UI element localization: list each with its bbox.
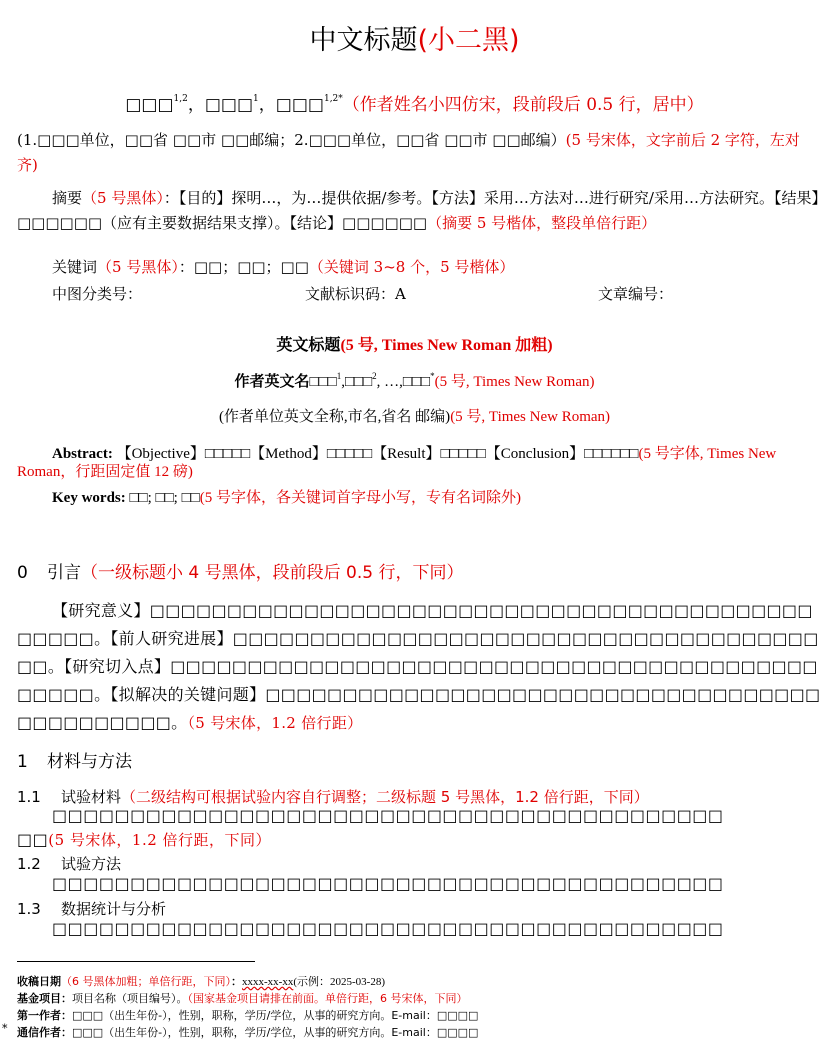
english-author-1: □□□ bbox=[309, 374, 337, 390]
keywords-text: □□；□□；□□ bbox=[193, 258, 309, 276]
section-number: 0 bbox=[17, 563, 28, 583]
keywords bbox=[52, 256, 514, 277]
corresponding-author-label: 通信作者： bbox=[17, 1026, 72, 1039]
section-note: （一级标题小 4 号黑体，段前段后 0.5 行，下同） bbox=[81, 563, 464, 583]
subsection-heading-statistics bbox=[17, 898, 166, 919]
abstract-note: （摘要 5 号楷体，整段单倍行距） bbox=[427, 214, 657, 232]
corresponding-author-text: □□□（出生年份-），性别，职称，学历/学位，从事的研究方向。E-mail：□□□□ bbox=[72, 1026, 479, 1039]
corresponding-star: * bbox=[2, 1022, 8, 1035]
document-code: 文献标识码：A bbox=[305, 285, 406, 303]
subsection-title: 试验方法 bbox=[61, 855, 122, 873]
footnote-first-author bbox=[17, 1007, 478, 1023]
keywords-colon: ： bbox=[178, 258, 194, 276]
received-note: （6 号黑体加粗；单倍行距，下同） bbox=[61, 975, 231, 988]
english-author-1-affil: 1 bbox=[336, 371, 342, 381]
subsection-title: 数据统计与分析 bbox=[61, 900, 167, 918]
english-keywords-note: (5 号字体，各关键词首字母小写，专有名词除外) bbox=[199, 490, 521, 506]
english-abstract-text: 【Objective】□□□□□【Method】□□□□□【Result】□□□□□【Conclusion】□□□□□□ bbox=[112, 446, 639, 462]
english-abstract bbox=[17, 445, 807, 481]
section-title: 材料与方法 bbox=[47, 752, 132, 772]
keywords-note: （关键词 3~8 个，5 号楷体） bbox=[308, 258, 515, 276]
abstract bbox=[17, 186, 822, 236]
abstract-label: 摘要 bbox=[52, 189, 83, 207]
english-affiliation-note: (5 号, Times New Roman) bbox=[450, 409, 611, 425]
section-number: 1 bbox=[17, 752, 28, 772]
english-keywords-text: □□; □□; □□ bbox=[125, 490, 200, 506]
materials-text-line1: □□□□□□□□□□□□□□□□□□□□□□□□□□□□□□□□□□□□□□□□□□□ bbox=[52, 806, 724, 825]
author-1-affil: 1,2 bbox=[173, 94, 188, 104]
english-keywords-label: Key words: bbox=[52, 490, 126, 506]
abstract-text: 【目的】探明…，为…提供依据/参考。【方法】采用…方法对…进行研究/采用…方法研究。【结果】□□□□□□（应有主要数据结果支撑）。【结论】□□□□□□ bbox=[17, 189, 819, 232]
fund-text: 项目名称（项目编号）。 bbox=[72, 992, 188, 1005]
title-note: (小二黑) bbox=[417, 25, 520, 56]
english-abstract-label: Abstract: bbox=[52, 446, 113, 462]
english-author-2-affil: 2 bbox=[372, 371, 377, 381]
footnote-received bbox=[17, 973, 385, 989]
intro-note: （5 号宋体，1.2 倍行距） bbox=[187, 714, 363, 732]
subsection-title: 试验材料 bbox=[61, 788, 122, 806]
section-heading-intro bbox=[17, 558, 463, 583]
affiliation bbox=[17, 128, 817, 178]
article-number: 文章编号： bbox=[598, 285, 674, 303]
english-affiliation bbox=[0, 405, 829, 426]
subsection-number: 1.1 bbox=[17, 788, 41, 806]
english-title-main: 英文标题 bbox=[276, 337, 341, 354]
section-title: 引言 bbox=[47, 563, 81, 583]
author-separator: ， bbox=[187, 95, 205, 115]
author-separator: ， bbox=[258, 95, 276, 115]
statistics-text: □□□□□□□□□□□□□□□□□□□□□□□□□□□□□□□□□□□□□□□□□□□ bbox=[52, 919, 724, 938]
author-line bbox=[0, 90, 829, 115]
received-example: (示例：2025-03-28) bbox=[293, 976, 385, 988]
author-3: □□□ bbox=[275, 95, 324, 115]
methods-text: □□□□□□□□□□□□□□□□□□□□□□□□□□□□□□□□□□□□□□□□□□□ bbox=[52, 874, 724, 893]
materials-text-tail: □□ bbox=[17, 830, 49, 849]
subsection-note: （二级结构可根据试验内容自行调整；二级标题 5 号黑体，1.2 倍行距，下同） bbox=[121, 788, 649, 806]
abstract-label-note: （5 号黑体） bbox=[82, 189, 164, 207]
english-authors bbox=[0, 370, 829, 391]
keywords-label: 关键词 bbox=[52, 258, 98, 276]
affiliation-note: (5 号宋体，文字前后 2 字符，左对齐) bbox=[17, 131, 800, 174]
footnote-divider bbox=[17, 961, 255, 962]
first-author-text: □□□（出生年份-），性别，职称，学历/学位，从事的研究方向。E-mail：□□□□ bbox=[72, 1009, 479, 1022]
subsection-heading-methods bbox=[17, 853, 121, 874]
page-title bbox=[0, 18, 829, 57]
section-heading-methods bbox=[17, 747, 132, 772]
author-note: （作者姓名小四仿宋，段前段后 0.5 行，居中） bbox=[342, 95, 704, 115]
english-title bbox=[0, 332, 829, 355]
english-author-2: ,□□□ bbox=[341, 374, 373, 390]
title-main: 中文标题 bbox=[309, 25, 418, 56]
intro-paragraph bbox=[17, 597, 822, 737]
english-keywords bbox=[52, 486, 521, 507]
author-2: □□□ bbox=[204, 95, 254, 115]
keywords-label-note: （5 号黑体） bbox=[97, 258, 179, 276]
subsection-number: 1.3 bbox=[17, 900, 41, 918]
affiliation-text: (1.□□□单位，□□省 □□市 □□邮编；2.□□□单位，□□省 □□市 □□邮编） bbox=[17, 131, 566, 149]
author-3-affil: 1,2* bbox=[323, 94, 343, 104]
author-2-affil: 1 bbox=[253, 94, 259, 104]
english-title-note: (5 号, Times New Roman 加粗) bbox=[340, 337, 553, 354]
fund-label: 基金项目： bbox=[17, 992, 72, 1005]
footnote-corresponding-author bbox=[17, 1024, 478, 1040]
abstract-colon: ： bbox=[163, 189, 179, 207]
first-author-label: 第一作者： bbox=[17, 1009, 72, 1022]
author-1: □□□ bbox=[125, 95, 174, 115]
footnote-fund bbox=[17, 990, 468, 1006]
clc-number: 中图分类号： bbox=[52, 285, 143, 303]
materials-text-line2 bbox=[17, 829, 271, 850]
received-colon: ： bbox=[231, 975, 242, 988]
fund-note: （国家基金项目请排在前面。单倍行距，6 号宋体，下同） bbox=[187, 992, 468, 1005]
received-value: xxxx-xx-xx bbox=[242, 976, 294, 988]
english-authors-label: 作者英文名 bbox=[234, 374, 310, 390]
english-authors-note: (5 号, Times New Roman) bbox=[434, 374, 595, 390]
materials-note: (5 号宋体，1.2 倍行距，下同） bbox=[48, 831, 272, 849]
subsection-number: 1.2 bbox=[17, 855, 41, 873]
intro-text: 【研究意义】□□□□□□□□□□□□□□□□□□□□□□□□□□□□□□□□□□□□□□□□□□□□□□□□。【前人研究进展】□□□□□□□□□□□□□□□□□□□□□□□□□□□□□□□□□□□□□□□□。【研究切入点】□□□□□□□□□□□□□□□□□□□□□□□□□□□□□□□□□□□□□□□□□□□□□□□。【拟解决的关键问题】□□□□□□□□□□□□□□□□□□□□□□□□□□□□□□□□□□□□□□□□□□□□□□。 bbox=[17, 601, 821, 732]
received-label: 收稿日期 bbox=[17, 975, 61, 988]
english-affiliation-text: (作者单位英文全称,市名,省名 邮编) bbox=[218, 409, 451, 425]
english-author-3-affil: * bbox=[430, 371, 435, 381]
english-author-3: , …,□□□ bbox=[376, 374, 431, 390]
english-abstract-note: (5 号字体, Times New Roman，行距固定值 12 磅) bbox=[17, 446, 777, 480]
subsection-heading-materials bbox=[17, 786, 649, 807]
